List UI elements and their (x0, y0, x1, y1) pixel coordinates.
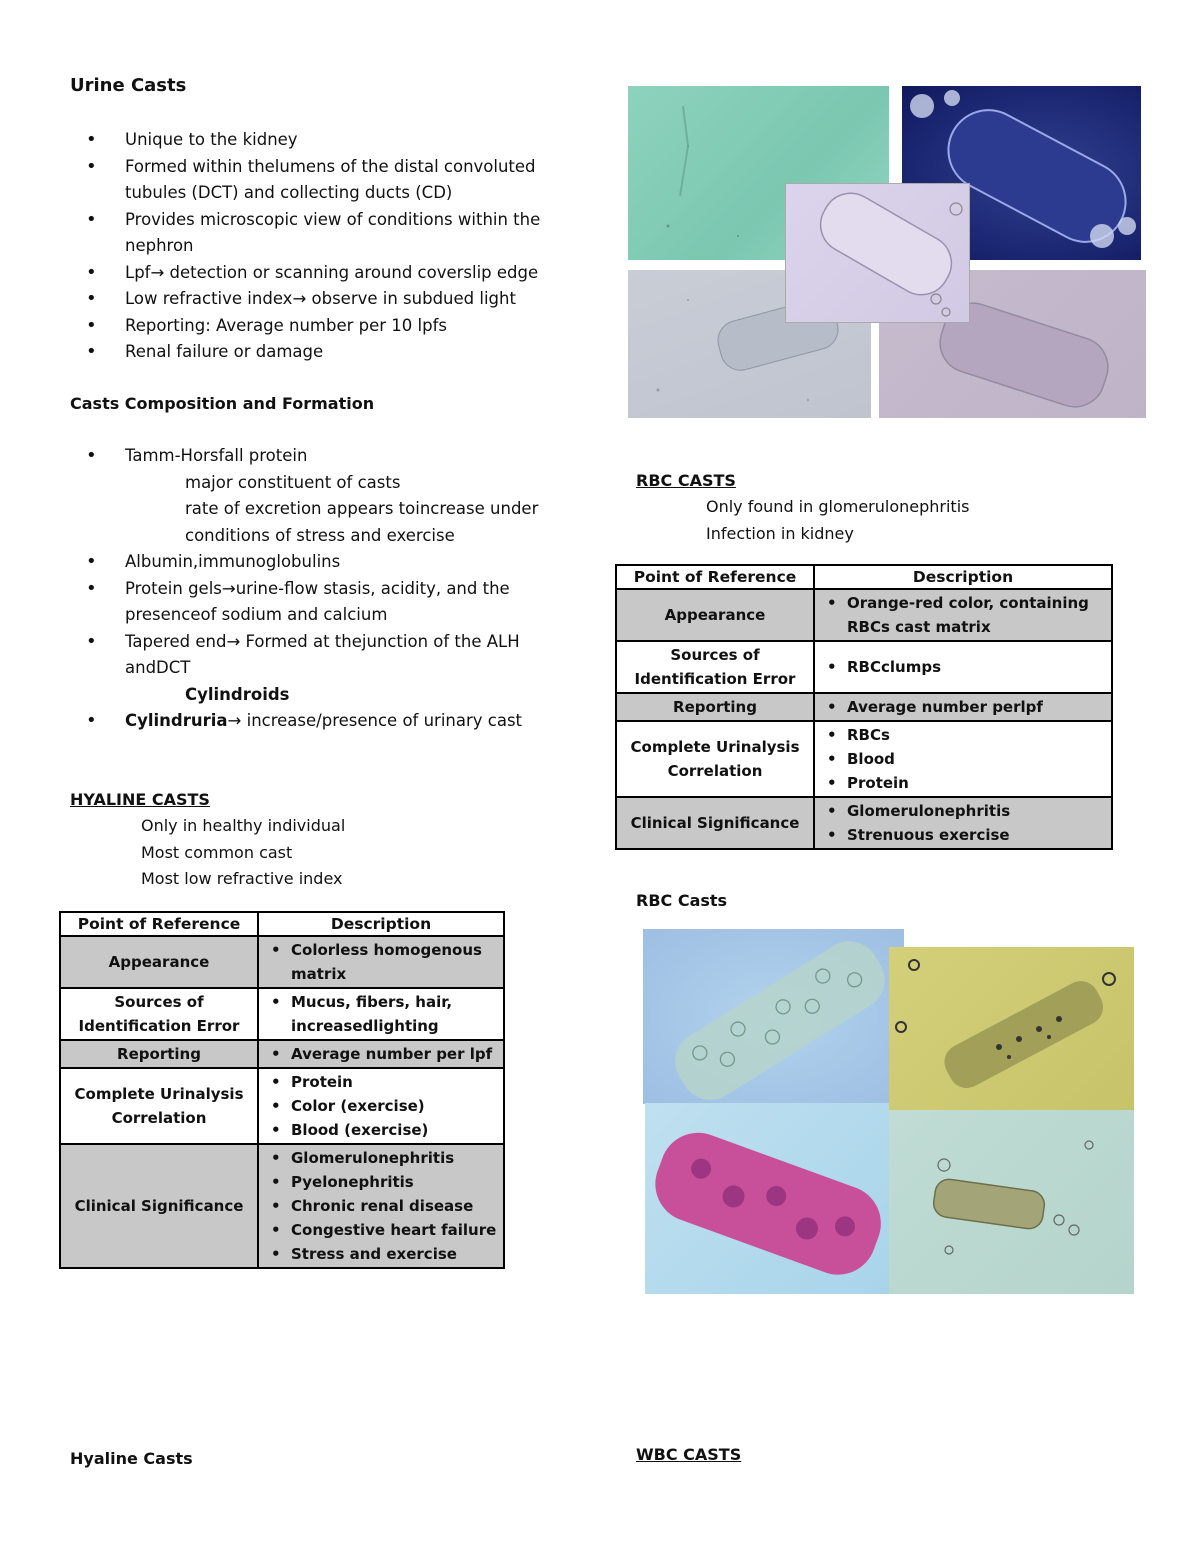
list-item: • Formed within thelumens of the distal convoluted tubules (DCT) and collecting ducts (CD) (70, 154, 590, 207)
row-key: Reporting (60, 1040, 258, 1068)
list-item-line: presenceof sodium and calcium (125, 605, 388, 624)
hyaline-table (59, 911, 505, 1269)
table-row (616, 693, 1112, 721)
key-line: Correlation (667, 762, 763, 780)
cell-bullet: • Average number per lpf (263, 1042, 499, 1066)
micrograph-texture (645, 1103, 889, 1294)
cell-bullet (263, 938, 499, 986)
table-header: Description (814, 565, 1112, 589)
cell-bullet: • Strenuous exercise (819, 823, 1107, 847)
hyaline-notes (141, 813, 345, 893)
page-title: Urine Casts (70, 75, 187, 96)
table-header: Point of Reference (60, 912, 258, 936)
urine-casts-bullets (70, 127, 590, 366)
key-line: Complete Urinalysis (630, 738, 800, 756)
row-key: Appearance (616, 589, 814, 641)
list-subitem: major constituent of casts (185, 472, 401, 492)
cell-bullet: • Protein (263, 1070, 499, 1094)
note-line: Most low refractive index (141, 869, 343, 888)
list-item: • Reporting: Average number per 10 lpfs (70, 313, 590, 340)
cell-bullet: • Glomerulonephritis (819, 799, 1107, 823)
table-row (60, 1144, 504, 1268)
term-definition: → increase/presence of urinary cast (227, 711, 523, 730)
key-line: Complete Urinalysis (74, 1085, 244, 1103)
cell-line: RBCs cast matrix (847, 618, 991, 636)
cell-bullet (263, 990, 499, 1038)
micrograph-image (889, 947, 1134, 1110)
rbc-table (615, 564, 1113, 850)
cell-bullet: • Blood (exercise) (263, 1118, 499, 1142)
composition-bullets (70, 443, 610, 735)
list-item: • Low refractive index→ observe in subdued light (70, 286, 590, 313)
cell-bullet: • Congestive heart failure (263, 1218, 499, 1242)
cell-bullet: • Glomerulonephritis (263, 1146, 499, 1170)
cell-bullet: • Color (exercise) (263, 1094, 499, 1118)
key-line: Sources of (670, 646, 760, 664)
table-header: Point of Reference (616, 565, 814, 589)
row-key (616, 721, 814, 797)
list-item: • Tamm-Horsfall protein (70, 443, 610, 470)
rbc-images-label: RBC Casts (636, 891, 728, 910)
hyaline-heading: HYALINE CASTS (70, 790, 210, 809)
row-value (258, 1144, 504, 1268)
table-header: Description (258, 912, 504, 936)
table-row (616, 721, 1112, 797)
table-row (60, 1068, 504, 1144)
list-subitem: rate of excretion appears toincrease under (185, 499, 539, 518)
rbc-heading: RBC CASTS (636, 471, 736, 490)
row-key: Clinical Significance (616, 797, 814, 849)
list-item (70, 708, 610, 735)
cell-line: matrix (291, 965, 347, 983)
list-item: • Lpf→ detection or scanning around coverslip edge (70, 260, 590, 287)
cell-bullet: • Blood (819, 747, 1107, 771)
wbc-heading: WBC CASTS (636, 1445, 742, 1464)
row-key: Reporting (616, 693, 814, 721)
micrograph-image (643, 929, 904, 1104)
hyaline-casts-footer: Hyaline Casts (70, 1449, 193, 1468)
micrograph-image (645, 1103, 889, 1294)
note-line: Most common cast (141, 842, 293, 862)
row-value (814, 721, 1112, 797)
row-value (814, 589, 1112, 641)
list-subitem: Cylindroids (185, 684, 290, 704)
cell-bullet: • RBCclumps (819, 655, 1107, 679)
key-line: Sources of (114, 993, 204, 1011)
row-value (258, 1040, 504, 1068)
row-value (814, 641, 1112, 693)
note-line: Only found in glomerulonephritis (706, 497, 970, 516)
note-line: Infection in kidney (706, 523, 854, 543)
row-key: Appearance (60, 936, 258, 988)
cell-bullet: • Protein (819, 771, 1107, 795)
micrograph-texture (786, 184, 969, 322)
cell-bullet: • Average number perlpf (819, 695, 1107, 719)
list-item-line: Protein gels→urine-flow stasis, acidity, and the (125, 578, 510, 598)
list-item: • Provides microscopic view of conditions within the nephron (70, 207, 590, 260)
list-item-line: Tapered end→ Formed at thejunction of the ALH (125, 631, 520, 651)
cell-line: increasedlighting (291, 1017, 439, 1035)
micrograph-texture (643, 929, 904, 1104)
cell-bullet (819, 591, 1107, 639)
composition-heading: Casts Composition and Formation (70, 394, 375, 413)
table-row (616, 589, 1112, 641)
cell-bullet: • Chronic renal disease (263, 1194, 499, 1218)
table-row (60, 988, 504, 1040)
row-key (60, 1068, 258, 1144)
list-subitem: conditions of stress and exercise (185, 525, 455, 545)
key-line: Identification Error (634, 670, 796, 688)
micrograph-texture (889, 1110, 1134, 1294)
cell-line: Orange-red color, containing (847, 594, 1089, 612)
row-value (814, 693, 1112, 721)
row-value (258, 936, 504, 988)
list-item: • Renal failure or damage (70, 339, 590, 366)
table-row (60, 1040, 504, 1068)
note-line: Only in healthy individual (141, 816, 346, 835)
row-key (60, 988, 258, 1040)
micrograph-image (785, 183, 970, 323)
row-value (814, 797, 1112, 849)
cell-bullet: • Stress and exercise (263, 1242, 499, 1266)
micrograph-image (889, 1110, 1134, 1294)
micrograph-texture (889, 947, 1134, 1110)
cell-line: Colorless homogenous (291, 941, 482, 959)
row-value (258, 988, 504, 1040)
list-item-line: andDCT (125, 658, 191, 677)
row-key: Clinical Significance (60, 1144, 258, 1268)
list-item: • Albumin,immunoglobulins (70, 549, 610, 576)
key-line: Identification Error (78, 1017, 240, 1035)
list-item (70, 629, 610, 682)
list-item: • Unique to the kidney (70, 127, 590, 154)
term-bold: Cylindruria (125, 711, 228, 730)
cell-bullet: • Pyelonephritis (263, 1170, 499, 1194)
row-key (616, 641, 814, 693)
list-item (70, 576, 610, 629)
table-row (60, 936, 504, 988)
cell-line: Mucus, fibers, hair, (291, 993, 453, 1011)
row-value (258, 1068, 504, 1144)
table-row (616, 641, 1112, 693)
table-row (616, 797, 1112, 849)
rbc-notes (706, 494, 969, 547)
cell-bullet: • RBCs (819, 723, 1107, 747)
key-line: Correlation (111, 1109, 207, 1127)
